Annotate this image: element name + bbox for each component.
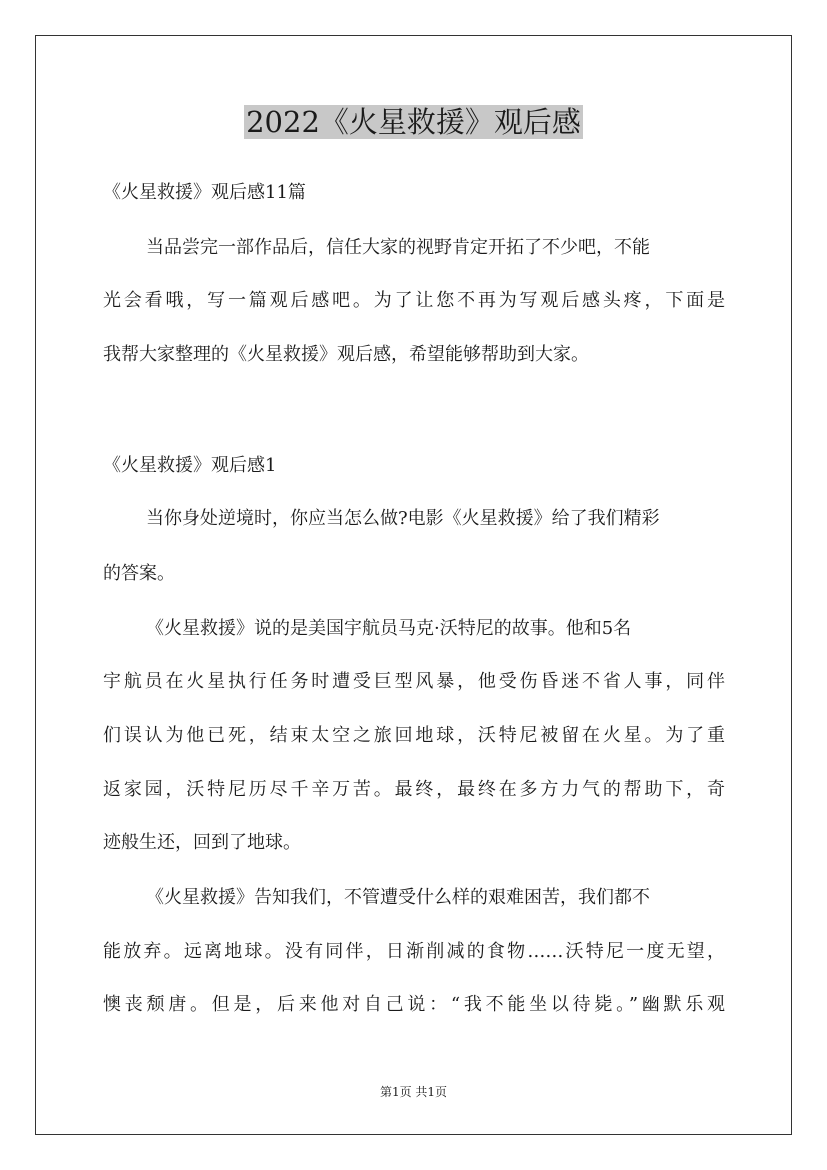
intro-line: 我帮大家整理的《火星救援》观后感，希望能够帮助到大家。 (103, 344, 589, 365)
document-title (0, 102, 827, 142)
page-footer: 第1页 共1页 (379, 1085, 448, 1099)
body-line: 迹般生还，回到了地球。 (103, 832, 301, 853)
body-line: 返家园，沃特尼历尽千辛万苦。最终，最终在多方力气的帮助下，奇 (103, 779, 725, 800)
body-line: 《火星救援》告知我们，不管遭受什么样的艰难困苦，我们都不 (146, 887, 650, 908)
document-title-text: 2022《火星救援》观后感 (246, 105, 581, 139)
intro-line: 光会看哦，写一篇观后感吧。为了让您不再为写观后感头疼，下面是 (103, 290, 725, 311)
body-line: 懊丧颓唐。但是，后来他对自己说：“我不能坐以待毙。”幽默乐观 (103, 994, 725, 1015)
body-line: 们误认为他已死，结束太空之旅回地球，沃特尼被留在火星。为了重 (103, 725, 725, 746)
body-line: 的答案。 (103, 563, 175, 584)
body-line: 当你身处逆境时，你应当怎么做?电影《火星救援》给了我们精彩 (146, 508, 660, 529)
body-line: 宇航员在火星执行任务时遭受巨型风暴，他受伤昏迷不省人事，同伴 (103, 671, 725, 692)
intro-line: 当品尝完一部作品后，信任大家的视野肯定开拓了不少吧，不能 (146, 237, 650, 258)
section-heading: 《火星救援》观后感1 (103, 455, 277, 476)
body-line: 《火星救援》说的是美国宇航员马克·沃特尼的故事。他和5名 (146, 618, 632, 639)
document-subtitle: 《火星救援》观后感11篇 (103, 182, 306, 203)
body-line: 能放弃。远离地球。没有同伴，日渐削减的食物……沃特尼一度无望， (103, 941, 725, 962)
